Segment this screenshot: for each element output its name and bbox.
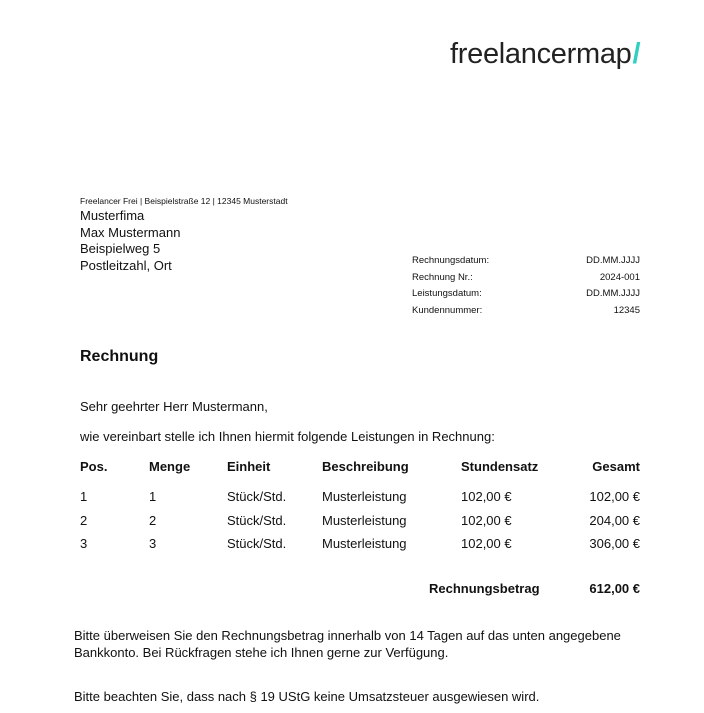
header-total: Gesamt xyxy=(592,459,640,474)
header-unit: Einheit xyxy=(227,459,271,474)
logo-text: freelancermap xyxy=(450,38,632,70)
cell-quantity: 1 xyxy=(149,489,157,504)
cell-total: 204,00 € xyxy=(589,512,640,528)
table-row xyxy=(80,513,640,537)
cell-hourly-rate: 102,00 € xyxy=(461,489,512,504)
payment-note: Bitte überweisen Sie den Rechnungsbetrag innerhalb von 14 Tagen auf das unten angegebene Bankkonto. Bei Rückfragen stehe ich Ihnen gerne zur Verfügung. xyxy=(74,628,621,660)
cell-quantity: 2 xyxy=(149,512,157,528)
meta-label: Rechnungsdatum: xyxy=(412,255,490,266)
meta-row-customer-number xyxy=(412,305,640,322)
meta-row-invoice-number xyxy=(412,272,640,289)
header-description: Beschreibung xyxy=(322,459,409,474)
meta-row-service-date xyxy=(412,288,640,305)
table-row xyxy=(80,536,640,560)
cell-description: Musterleistung xyxy=(322,512,407,528)
header-quantity: Menge xyxy=(149,459,191,474)
salutation: Sehr geehrter Herr Mustermann, xyxy=(80,399,268,414)
cell-quantity: 3 xyxy=(149,536,157,551)
invoice-meta xyxy=(412,255,640,322)
cell-unit: Stück/Std. xyxy=(227,512,287,528)
recipient-name: Max Mustermann xyxy=(80,224,181,240)
cell-hourly-rate: 102,00 € xyxy=(461,512,512,528)
recipient-address xyxy=(80,208,180,274)
meta-label: Kundennummer: xyxy=(412,305,483,317)
header-pos: Pos. xyxy=(80,459,108,474)
recipient-company: Musterfima xyxy=(80,208,145,223)
meta-value: DD.MM.JJJJ xyxy=(586,288,640,300)
cell-description: Musterleistung xyxy=(322,489,407,504)
intro-text: wie vereinbart stelle ich Ihnen hiermit folgende Leistungen in Rechnung: xyxy=(80,429,495,444)
cell-pos: 1 xyxy=(80,489,88,504)
table-row xyxy=(80,489,640,513)
cell-pos: 2 xyxy=(80,512,88,528)
cell-total: 306,00 € xyxy=(589,536,640,551)
company-logo xyxy=(450,38,640,71)
meta-row-invoice-date xyxy=(412,255,640,272)
cell-unit: Stück/Std. xyxy=(227,536,287,551)
cell-unit: Stück/Std. xyxy=(227,489,287,504)
recipient-city: Postleitzahl, Ort xyxy=(80,257,172,273)
meta-label: Rechnung Nr.: xyxy=(412,271,473,283)
sender-address-line: Freelancer Frei | Beispielstraße 12 | 12345 Musterstadt xyxy=(80,196,288,206)
header-hourly-rate: Stundensatz xyxy=(461,459,539,474)
meta-value: DD.MM.JJJJ xyxy=(586,255,640,266)
meta-value: 12345 xyxy=(613,305,640,317)
document-title: Rechnung xyxy=(80,348,159,365)
total-amount: 612,00 € xyxy=(589,581,640,596)
cell-description: Musterleistung xyxy=(322,536,407,551)
cell-pos: 3 xyxy=(80,536,88,551)
line-items-table xyxy=(80,459,640,560)
logo-slash: / xyxy=(632,38,641,70)
cell-total: 102,00 € xyxy=(589,489,640,504)
cell-hourly-rate: 102,00 € xyxy=(461,536,512,551)
meta-label: Leistungsdatum: xyxy=(412,288,482,300)
recipient-street: Beispielweg 5 xyxy=(80,241,161,256)
table-header-row xyxy=(80,459,640,489)
meta-value: 2024-001 xyxy=(599,271,640,283)
tax-note: Bitte beachten Sie, dass nach § 19 UStG keine Umsatzsteuer ausgewiesen wird. xyxy=(74,689,540,704)
total-label: Rechnungsbetrag xyxy=(429,581,540,596)
